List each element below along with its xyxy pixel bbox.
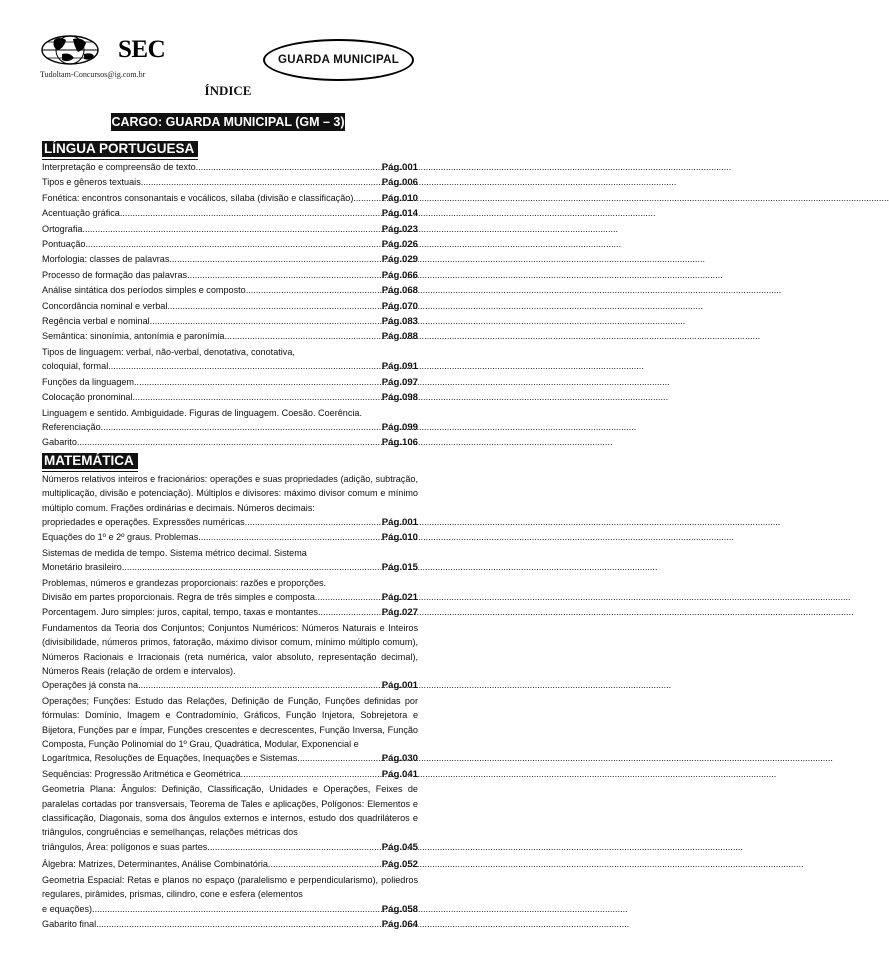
- page-number: Pág.029: [381, 254, 418, 266]
- index-entry: e equações). ..... Pág.058: [42, 902, 418, 917]
- index-entry: Pontuação. ..... Pág.026: [42, 237, 418, 252]
- index-entry: Semântica: sinonímia, antonímia e paronímia. ..... Pág.088: [42, 329, 418, 344]
- page-number: Pág.058: [381, 903, 418, 915]
- index-content: [42, 140, 418, 932]
- index-entry-text: Fundamentos da Teoria dos Conjuntos; Conjuntos Numéricos: Números Naturais e Inteiros (divisibilidade, números primos, fatoração, máximo divisor comum, mínimo múltiplo comum), Números Racionais e Irracionais (reta numérica, valor absoluto, representação decimal), Números Reais (relação de ordem e intervalos).: [42, 622, 418, 676]
- index-entry-text: Geometria Espacial: Retas e planos no espaço (paralelismo e perpendicularismo), poliedros regulares, pirâmides, prismas, cilindro, cone e esfera (elementos: [42, 874, 418, 900]
- sec-logo: [40, 30, 166, 70]
- page-number: Pág.083: [381, 316, 418, 328]
- index-entry: Fonética: encontros consonantais e vocálicos, sílaba (divisão e classificação). ..... Pág.010: [42, 191, 418, 206]
- index-entry-text: Operações; Funções: Estudo das Relações, Definição de Função, Funções definidas por fórmulas: Domínio, Imagem e Contradomínio, Gráficos, Função Injetora, Sobrejetora e Bijetora, Funções par e ímpar, Funções crescentes e decrescentes, Função Inversa, Função Composta, Função Polinomial do 1º Grau, Quadrática, Modular, Exponencial e: [42, 695, 418, 750]
- index-entry: Álgebra: Matrizes, Determinantes, Análise Combinatória. ..... Pág.052: [42, 857, 418, 872]
- index-entry: Divisão em partes proporcionais. Regra de três simples e composta. ..... Pág.021: [42, 590, 418, 605]
- index-entry: propriedades e operações. Expressões numéricas. ..... Pág.001: [42, 515, 418, 530]
- page-number: Pág.030: [381, 753, 418, 765]
- page-number: Pág.064: [381, 918, 418, 930]
- header: [0, 14, 456, 84]
- index-entry-text: Problemas, números e grandezas proporcionais: razões e proporções.: [42, 577, 327, 588]
- page-number: Pág.052: [381, 859, 418, 871]
- index-entry: Colocação pronominal. ..... Pág.098: [42, 390, 418, 405]
- page-number: Pág.014: [381, 208, 418, 220]
- page-number: Pág.001: [381, 516, 418, 528]
- index-entry: Processo de formação das palavras. ..... Pág.066: [42, 268, 418, 283]
- page-number: Pág.097: [381, 376, 418, 388]
- index-entry: Gabarito. ..... Pág.106: [42, 435, 418, 450]
- index-title: ÍNDICE: [204, 83, 252, 98]
- page-number: Pág.001: [381, 162, 418, 173]
- logo-email: Tudoltam-Concursos@ig.com.br: [40, 70, 146, 79]
- index-entry-text: Tipos de linguagem: verbal, não-verbal, denotativa, conotativa,: [42, 346, 295, 357]
- index-entry: Porcentagem. Juro simples: juros, capital, tempo, taxas e montantes. ..... Pág.027: [42, 605, 418, 620]
- index-entry: Morfologia: classes de palavras. ..... Pág.029: [42, 252, 418, 267]
- page-number: Pág.001: [381, 680, 418, 692]
- page-number: Pág.066: [381, 269, 418, 281]
- index-entry: coloquial, formal. ..... Pág.091: [42, 359, 418, 374]
- section-heading-matematica: MATEMÁTICA: [42, 453, 138, 469]
- page-number: Pág.027: [381, 607, 418, 619]
- section-heading-portugues: LÍNGUA PORTUGUESA: [42, 141, 198, 157]
- index-entry-text: Sistemas de medida de tempo. Sistema métrico decimal. Sistema: [42, 547, 307, 558]
- page-number: Pág.041: [381, 768, 418, 780]
- page-number: Pág.045: [381, 841, 418, 853]
- index-entry: triângulos, Área: polígonos e suas partes. ..... Pág.045: [42, 840, 418, 855]
- index-entry: Funções da linguagem. ..... Pág.097: [42, 375, 418, 390]
- index-entry: Sequências: Progressão Aritmética e Geométrica. ..... Pág.041: [42, 767, 418, 782]
- index-entry: Concordância nominal e verbal. ..... Pág.070: [42, 299, 418, 314]
- page-number: Pág.088: [381, 331, 418, 343]
- page-number: Pág.070: [381, 300, 418, 312]
- page-number: Pág.026: [381, 239, 418, 251]
- index-entry: Referenciação. ..... Pág.099: [42, 420, 418, 435]
- page-number: Pág.010: [381, 192, 418, 204]
- index-entry: Monetário brasileiro. ..... Pág.015: [42, 560, 418, 575]
- cargo-heading: CARGO: GUARDA MUNICIPAL (GM – 3): [111, 115, 345, 129]
- page-number: Pág.021: [381, 591, 418, 603]
- page-number: Pág.023: [381, 223, 418, 235]
- index-entry-text: Geometria Plana: Ângulos: Definição, Classificação, Unidades e Operações, Feixes de paralelas cortadas por transversais, Teorema de Tales e aplicações, Polígonos: Elementos e classificação, Diagonais, soma dos ângulos externos e internos, estudo dos quadriláteros e triângulos, congruências e semelhanças, relações métricas dos: [42, 784, 418, 838]
- globe-icon: [40, 30, 120, 70]
- page-number: Pág.091: [381, 361, 418, 373]
- index-entry: Gabarito final ..... Pág.064: [42, 917, 418, 932]
- index-entry: Análise sintática dos períodos simples e composto. ..... Pág.068: [42, 283, 418, 298]
- index-entry: Acentuação gráfica. ..... Pág.014: [42, 206, 418, 221]
- logo-text: SEC: [118, 36, 166, 63]
- index-entry: Logarítmica, Resoluções de Equações, Inequações e Sistemas. ..... Pág.030: [42, 751, 418, 766]
- page-number: Pág.068: [381, 285, 418, 297]
- index-entry: Equações do 1º e 2º graus. Problemas. ..... Pág.010: [42, 530, 418, 545]
- index-entry: Tipos e gêneros textuais. ..... Pág.006: [42, 175, 418, 190]
- page-number: Pág.015: [381, 562, 418, 574]
- page-number: Pág.098: [381, 392, 418, 404]
- page-number: Pág.106: [381, 437, 418, 449]
- index-entry-text: Números relativos inteiros e fracionários: operações e suas propriedades (adição, subtração, multiplicação, divisão e potenciação). Múltiplos e divisores: máximo divisor comum e mínimo múltiplo comum. Frações ordinárias e decimais. Números decimais:: [42, 473, 418, 513]
- page-number: Pág.006: [381, 177, 418, 189]
- index-entry: Interpretação e compreensão de texto. ..... Pág.001: [42, 160, 418, 175]
- page-number: Pág.099: [381, 421, 418, 433]
- index-entry: Ortografia. ..... Pág.023: [42, 222, 418, 237]
- cargo-badge-label: GUARDA MUNICIPAL: [277, 54, 400, 66]
- cargo-badge: [263, 39, 414, 81]
- index-entry-text: Linguagem e sentido. Ambiguidade. Figuras de linguagem. Coesão. Coerência.: [42, 407, 362, 418]
- page-number: Pág.010: [381, 532, 418, 544]
- index-entry: Regência verbal e nominal. ..... Pág.083: [42, 314, 418, 329]
- index-entry: Operações já consta na ..... Pág.001: [42, 678, 418, 693]
